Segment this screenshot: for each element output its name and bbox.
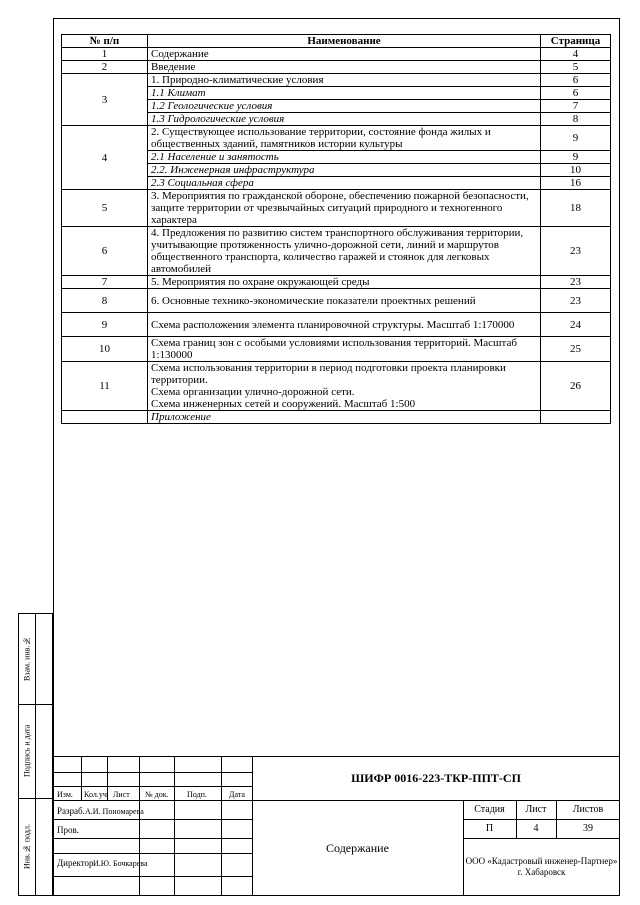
row-number: 10: [62, 337, 148, 362]
table-row: [62, 289, 611, 313]
row-title: 2.3 Социальная сфера: [148, 177, 541, 190]
row-number: 2: [62, 61, 148, 74]
row-title: Содержание: [148, 48, 541, 61]
organization: ООО «Кадастровый инженер-Партнер» г. Хабаровск: [465, 856, 618, 877]
row-page: 6: [541, 74, 611, 87]
row-number: 9: [62, 313, 148, 337]
row-page: 4: [541, 48, 611, 61]
side-strip: [18, 613, 53, 896]
strip-vzam-label: Взам. инв.№: [22, 636, 32, 681]
header-name: Наименование: [148, 35, 541, 48]
table-row: [62, 61, 611, 74]
strip-signature-label: Подпись и дата: [22, 724, 32, 778]
row-number: 11: [62, 362, 148, 411]
row-page: 5: [541, 61, 611, 74]
row-title: 2. Существующее использование территории, состояние фонда жилых и общественных зданий, памятников истории культуры: [148, 126, 541, 151]
row-number: 3: [62, 74, 148, 126]
row-page: 16: [541, 177, 611, 190]
stadia-label: Стадия: [474, 804, 505, 815]
razrab-role: Разраб.: [57, 806, 85, 816]
row-title: 1.2 Геологические условия: [148, 100, 541, 113]
row-page: 25: [541, 337, 611, 362]
row-title: 4. Предложения по развитию систем транспортного обслуживания территории, учитывающие протяженность улично-дорожной сети, линий и маршрутов общественного транспорта, количество гаражей и стоянок для легковых автомобилей: [148, 227, 541, 276]
row-page: 10: [541, 164, 611, 177]
listov-label: Листов: [572, 804, 604, 815]
row-number: 7: [62, 276, 148, 289]
table-row: [62, 313, 611, 337]
row-page: 7: [541, 100, 611, 113]
row-title: Введение: [148, 61, 541, 74]
row-page: 24: [541, 313, 611, 337]
col-izm: Изм.: [57, 790, 73, 799]
row-page: 8: [541, 113, 611, 126]
row-number: [62, 411, 148, 424]
header-num: № п/п: [62, 35, 148, 48]
header-page: Страница: [541, 35, 611, 48]
listov-value: 39: [583, 823, 593, 834]
list-value: 4: [533, 823, 539, 834]
col-kol: Кол.уч: [84, 790, 107, 799]
row-title: Схема использования территории в период подготовки проекта планировки территории. Схема организации улично-дорожной сети. Схема инженерных сетей и сооружений. Масштаб 1:500: [148, 362, 541, 411]
row-title: 2.2. Инженерная инфраструктура: [148, 164, 541, 177]
row-number: 1: [62, 48, 148, 61]
director-role: Директор: [57, 858, 94, 868]
razrab-name: А.И. Пономарева: [85, 807, 144, 816]
row-title: 6. Основные технико-экономические показатели проектных решений: [148, 289, 541, 313]
list-label: Лист: [525, 804, 547, 815]
table-row: [62, 48, 611, 61]
row-number: 6: [62, 227, 148, 276]
table-row: [62, 126, 611, 151]
row-title: 2.1 Население и занятость: [148, 151, 541, 164]
row-title: 3. Мероприятия по гражданской обороне, обеспечению пожарной безопасности, защите территории от чрезвычайных ситуаций природного и техногенного характера: [148, 190, 541, 227]
col-list: Лист: [113, 790, 130, 799]
row-title: Схема расположения элемента планировочной структуры. Масштаб 1:170000: [148, 313, 541, 337]
row-page: 9: [541, 126, 611, 151]
table-header-row: [62, 35, 611, 48]
contents-table: [61, 34, 611, 424]
row-title: Схема границ зон с особыми условиями использования территорий. Масштаб 1:130000: [148, 337, 541, 362]
row-number: 8: [62, 289, 148, 313]
row-page: [541, 411, 611, 424]
row-page: 26: [541, 362, 611, 411]
row-title: Приложение: [148, 411, 541, 424]
title-block: [53, 756, 620, 896]
table-row: [62, 227, 611, 276]
row-title: 1. Природно-климатические условия: [148, 74, 541, 87]
table-row: [62, 411, 611, 424]
row-title: 1.1 Климат: [148, 87, 541, 100]
row-number: 4: [62, 126, 148, 190]
row-page: 6: [541, 87, 611, 100]
table-row: [62, 190, 611, 227]
stadia-value: П: [485, 823, 494, 834]
prov-role: Пров.: [57, 825, 79, 835]
row-title: 5. Мероприятия по охране окружающей среды: [148, 276, 541, 289]
table-row: [62, 74, 611, 87]
table-row: [62, 276, 611, 289]
document-code: ШИФР 0016-223-ТКР-ППТ-СП: [351, 770, 521, 785]
row-page: 23: [541, 289, 611, 313]
row-page: 18: [541, 190, 611, 227]
table-row: [62, 337, 611, 362]
row-page: 23: [541, 276, 611, 289]
director-name: И.Ю. Бочкарева: [93, 859, 148, 868]
row-title: 1.3 Гидрологические условия: [148, 113, 541, 126]
strip-inv-label: Инв.№ подл.: [22, 824, 32, 870]
row-page: 9: [541, 151, 611, 164]
col-podp: Подп.: [187, 790, 207, 799]
row-page: 23: [541, 227, 611, 276]
table-row: [62, 362, 611, 411]
col-data: Дата: [229, 790, 245, 799]
row-number: 5: [62, 190, 148, 227]
col-ndok: № док.: [145, 790, 169, 799]
document-title: Содержание: [326, 840, 389, 855]
